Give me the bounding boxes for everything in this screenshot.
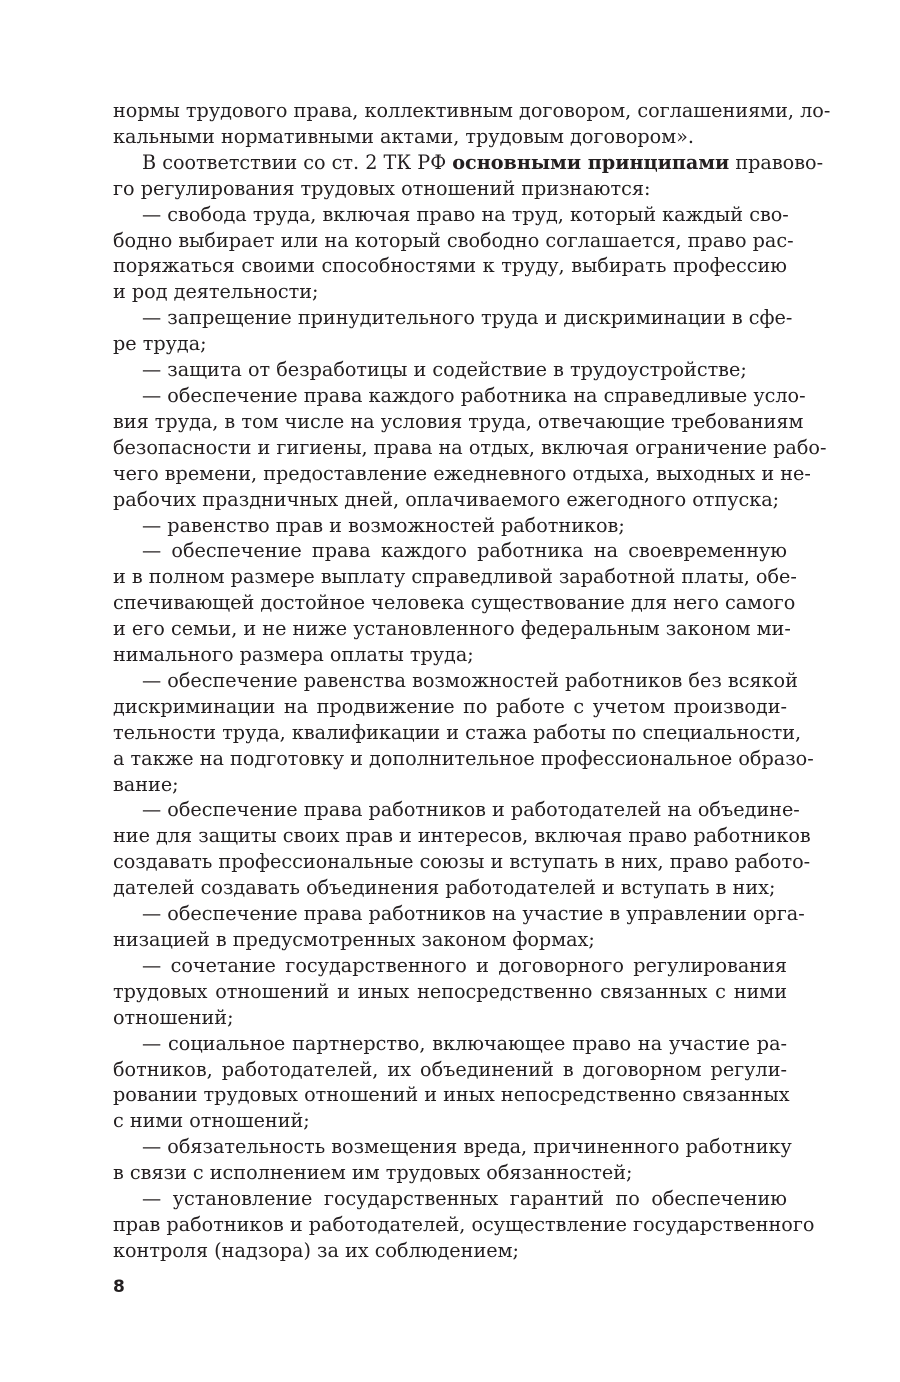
text-line: — сочетание государственного и договорного регулирования xyxy=(142,953,787,977)
text-line: с ними отношений; xyxy=(113,1109,310,1133)
list-item xyxy=(113,202,794,306)
text-line: и его семьи, и не ниже установленного федеральным законом ми- xyxy=(113,617,791,641)
text-line: контроля (надзора) за их соблюдением; xyxy=(113,1238,519,1262)
text-line: трудовых отношений и иных непосредственно связанных с ними xyxy=(113,979,787,1003)
text-line: — запрещение принудительного труда и дискриминации в сфе- xyxy=(142,306,793,330)
page-number: 8 xyxy=(113,1277,125,1297)
list-item xyxy=(113,305,793,357)
text-line: ровании трудовых отношений и иных непосредственно связанных xyxy=(113,1083,790,1107)
text-line: — обеспечение равенства возможностей работников без всякой xyxy=(142,668,798,692)
text-line: — обеспечение права каждого работника на своевременную xyxy=(142,539,787,563)
text-line: и в полном размере выплату справедливой заработной платы, обе- xyxy=(113,565,797,589)
text-line: создавать профессиональные союзы и вступать в них, право работо- xyxy=(113,850,811,874)
text-line: — установление государственных гарантий по обеспечению xyxy=(142,1187,787,1211)
text-line: бодно выбирает или на который свободно соглашается, право рас- xyxy=(113,228,794,252)
text-line: а также на подготовку и дополнительное профессиональное образо- xyxy=(113,746,814,770)
text-line: ботников, работодателей, их объединений в договорном регули- xyxy=(113,1057,787,1081)
list-item xyxy=(113,383,827,513)
text-line: вия труда, в том числе на условия труда, отвечающие требованиям xyxy=(113,409,804,433)
text-line: — равенство прав и возможностей работников; xyxy=(142,513,625,537)
paragraph-principles-intro xyxy=(113,150,824,202)
text-line: нимального размера оплаты труда; xyxy=(113,643,474,667)
page-body xyxy=(113,98,831,1264)
text-line: го регулирования трудовых отношений признаются: xyxy=(113,176,651,200)
list-item xyxy=(113,1031,790,1135)
text-line: в связи с исполнением им трудовых обязанностей; xyxy=(113,1161,633,1185)
text-line: кальными нормативными актами, трудовым договором». xyxy=(113,124,694,148)
text-line: — свобода труда, включая право на труд, который каждый сво- xyxy=(142,202,789,226)
list-item xyxy=(113,797,811,901)
text-line: нормы трудового права, коллективным договором, соглашениями, ло- xyxy=(113,99,831,122)
list-item xyxy=(113,901,805,953)
text-line: поряжаться своими способностями к труду, выбирать профессию xyxy=(113,254,787,278)
text-line: — защита от безработицы и содействие в трудоустройстве; xyxy=(142,358,747,382)
list-item xyxy=(113,513,787,539)
bold-term: основными принципами xyxy=(452,150,730,174)
text-fragment: правово- xyxy=(729,150,824,174)
text-line: ре труда; xyxy=(113,332,207,356)
text-line: тельности труда, квалификации и стажа работы по специальности, xyxy=(113,720,802,744)
text-line: ние для защиты своих прав и интересов, включая право работников xyxy=(113,824,811,848)
text-line: отношений; xyxy=(113,1005,234,1029)
paragraph-intro-continuation xyxy=(113,98,831,150)
text-line: — обеспечение права работников и работодателей на объедине- xyxy=(142,798,800,822)
text-line: дискриминации на продвижение по работе с учетом производи- xyxy=(113,694,787,718)
text-line: низацией в предусмотренных законом формах; xyxy=(113,928,595,951)
text-line: рабочих праздничных дней, оплачиваемого ежегодного отпуска; xyxy=(113,487,780,511)
text-line: чего времени, предоставление ежедневного отдыха, выходных и не- xyxy=(113,461,811,485)
text-line: и род деятельности; xyxy=(113,280,319,304)
text-line: — обязательность возмещения вреда, причиненного работнику xyxy=(142,1135,792,1159)
list-item xyxy=(113,538,797,668)
list-item xyxy=(113,953,787,1031)
list-item xyxy=(113,1134,792,1186)
text-line xyxy=(113,150,824,176)
text-line: — обеспечение права каждого работника на справедливые усло- xyxy=(142,383,806,407)
list-item xyxy=(113,1186,815,1264)
text-line: спечивающей достойное человека существование для него самого xyxy=(113,591,796,615)
text-line: дателей создавать объединения работодателей и вступать в них; xyxy=(113,876,776,900)
text-fragment: В соответствии со ст. 2 ТК РФ xyxy=(142,150,453,174)
text-line: — социальное партнерство, включающее право на участие ра- xyxy=(142,1031,787,1055)
list-item xyxy=(113,668,814,798)
list-item xyxy=(113,357,787,383)
text-line: — обеспечение права работников на участие в управлении орга- xyxy=(142,902,805,926)
text-line: безопасности и гигиены, права на отдых, включая ограничение рабо- xyxy=(113,435,827,459)
text-line: вание; xyxy=(113,772,179,796)
text-line: прав работников и работодателей, осуществление государственного xyxy=(113,1212,815,1236)
